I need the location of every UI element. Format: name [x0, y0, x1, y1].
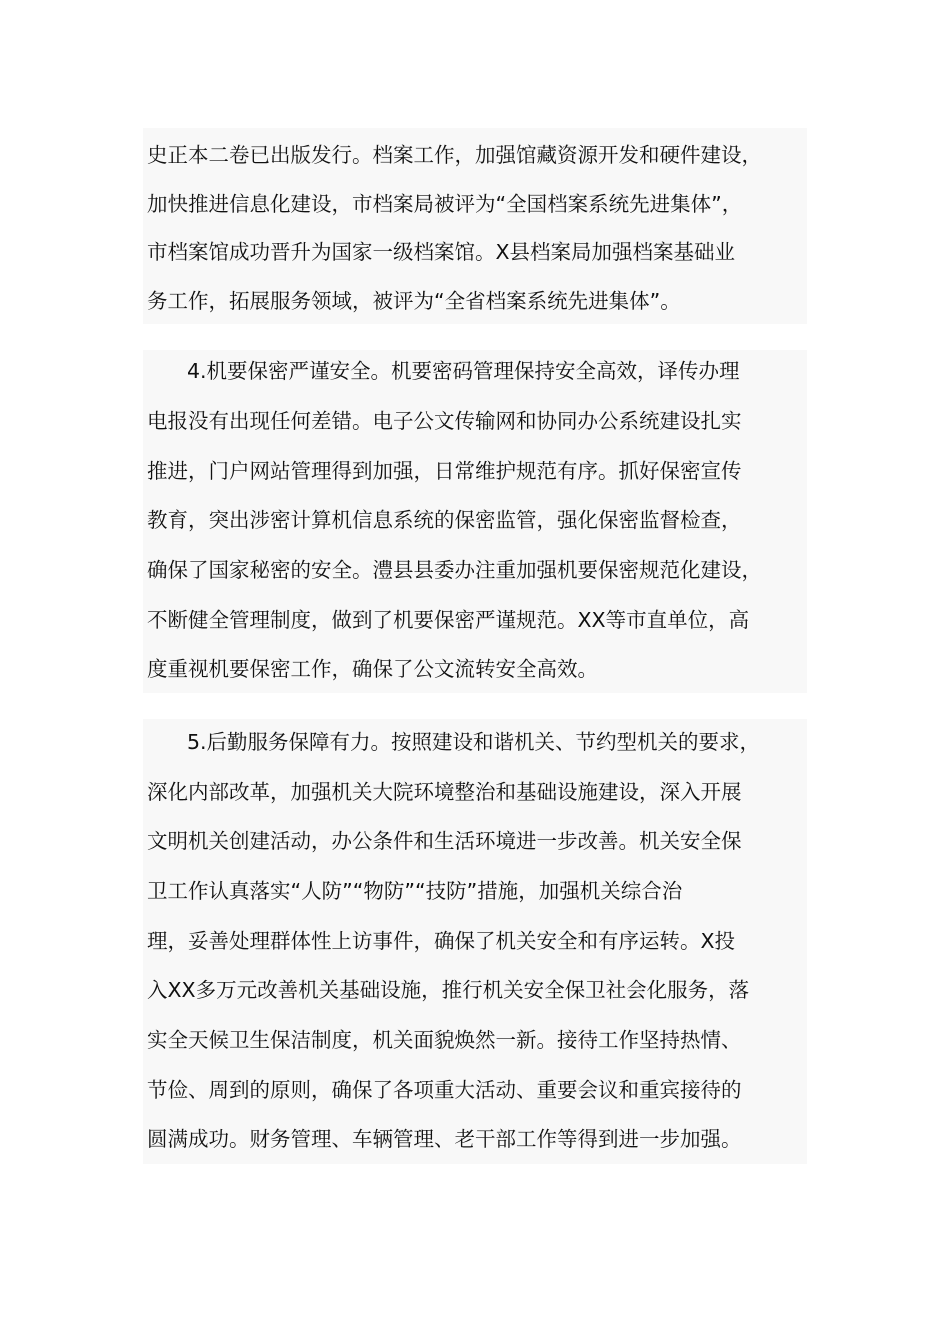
paragraph-line: 加快推进信息化建设，市档案局被评为“全国档案系统先进集体”， — [147, 192, 743, 216]
paragraph-line: 深化内部改革，加强机关大院环境整治和基础设施建设，深入开展 — [147, 780, 742, 804]
paragraph-line: 理，妥善处理群体性上访事件，确保了机关安全和有序运转。X投 — [147, 929, 736, 953]
paragraph-line: 实全天候卫生保洁制度，机关面貌焕然一新。接待工作坚持热情、 — [147, 1028, 742, 1052]
paragraph-line: 度重视机要保密工作，确保了公文流转安全高效。 — [147, 657, 598, 681]
paragraph-logistics — [143, 719, 807, 1164]
paragraph-line: 节俭、周到的原则，确保了各项重大活动、重要会议和重宾接待的 — [147, 1078, 742, 1102]
paragraph-line: 务工作，拓展服务领域，被评为“全省档案系统先进集体”。 — [147, 289, 681, 313]
paragraph-line: 文明机关创建活动，办公条件和生活环境进一步改善。机关安全保 — [147, 829, 742, 853]
paragraph-line: 5.后勤服务保障有力。按照建设和谐机关、节约型机关的要求， — [187, 730, 761, 754]
paragraph-confidential — [143, 350, 807, 693]
paragraph-line: 教育，突出涉密计算机信息系统的保密监管，强化保密监督检查， — [147, 508, 742, 532]
paragraph-line: 4.机要保密严谨安全。机要密码管理保持安全高效，译传办理 — [187, 359, 740, 383]
paragraph-archives — [143, 128, 807, 324]
paragraph-line: 史正本二卷已出版发行。档案工作，加强馆藏资源开发和硬件建设， — [147, 143, 762, 167]
paragraph-line: 不断健全管理制度，做到了机要保密严谨规范。XX等市直单位，高 — [147, 608, 750, 632]
paragraph-line: 电报没有出现任何差错。电子公文传输网和协同办公系统建设扎实 — [147, 409, 742, 433]
paragraph-line: 推进，门户网站管理得到加强，日常维护规范有序。抓好保密宣传 — [147, 459, 742, 483]
paragraph-line: 入XX多万元改善机关基础设施，推行机关安全保卫社会化服务，落 — [147, 978, 750, 1002]
paragraph-line: 卫工作认真落实“人防”“物防”“技防”措施，加强机关综合治 — [147, 879, 683, 903]
paragraph-line: 确保了国家秘密的安全。澧县县委办注重加强机要保密规范化建设， — [147, 558, 762, 582]
paragraph-line: 圆满成功。财务管理、车辆管理、老干部工作等得到进一步加强。 — [147, 1127, 742, 1151]
paragraph-line: 市档案馆成功晋升为国家一级档案馆。X县档案局加强档案基础业 — [147, 240, 736, 264]
